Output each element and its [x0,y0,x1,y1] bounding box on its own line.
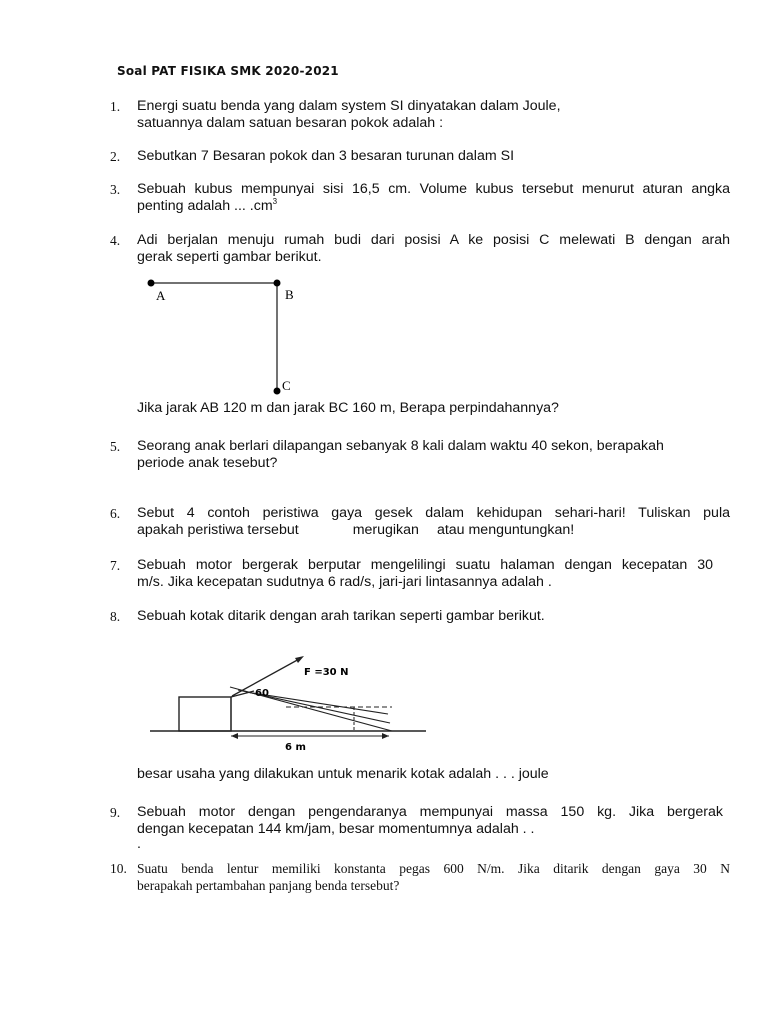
question-number: 8. [110,609,121,624]
distance-label: 6 m [285,742,306,753]
question-6 [110,505,730,539]
box [179,697,231,731]
question-text-line: gerak seperti gambar berikut. [137,249,322,265]
question-number: 10. [110,861,127,876]
question-text-line: Sebuah motor bergerak berputar mengelilingi suatu halaman dengan kecepatan 30 [137,557,713,573]
question-text-line: . [137,836,141,852]
force-label: F =30 N [304,667,349,678]
question-text-line: besar usaha yang dilakukan untuk menarik kotak adalah . . . joule [137,766,549,782]
question-number: 5. [110,439,121,454]
question-text-line: Energi suatu benda yang dalam system SI dinyatakan dalam Joule, [137,98,561,114]
question-5 [110,438,730,472]
question-text-line: Jika jarak AB 120 m dan jarak BC 160 m, Berapa perpindahannya? [137,400,559,416]
question-text-line [137,198,730,215]
question-text-line: Sebuah kotak ditarik dengan arah tarikan seperti gambar berikut. [137,608,545,624]
superscript-3: 3 [272,197,278,206]
point-a [148,280,155,287]
question-number: 7. [110,558,121,573]
path-diagram-abc [140,274,310,398]
question-text-line: Seorang anak berlari dilapangan sebanyak 8 kali dalam waktu 40 sekon, berapakah [137,438,664,454]
question-text-line: Adi berjalan menuju rumah budi dari posisi A ke posisi C melewati B dengan arah [137,232,730,248]
question-text-line: Suatu benda lentur memiliki konstanta pegas 600 N/m. Jika ditarik dengan gaya 30 N [137,861,730,876]
question-3 [110,181,730,215]
document-title: Soal PAT FISIKA SMK 2020-2021 [117,64,339,78]
question-1 [110,98,730,132]
question-9 [110,804,730,850]
question-text-line: dengan kecepatan 144 km/jam, besar momentumnya adalah . . [137,821,535,837]
label-b: B [285,287,294,302]
label-c: C [282,378,291,393]
question-text-line: Sebuah kubus mempunyai sisi 16,5 cm. Volume kubus tersebut menurut aturan angka [137,181,730,197]
question-7 [110,557,730,591]
question-2 [110,148,730,165]
arrowhead [295,656,304,663]
question-number: 9. [110,805,121,820]
question-number: 2. [110,149,121,164]
question-text-line: periode anak tesebut? [137,455,278,471]
question-text: apakah peristiwa tersebut [137,522,299,538]
question-8 [110,608,730,625]
question-number: 6. [110,506,121,521]
question-text-line: m/s. Jika kecepatan sudutnya 6 rad/s, jari-jari lintasannya adalah . [137,574,552,590]
question-4-followup [110,400,730,417]
question-text-line: Sebuah motor dengan pengendaranya mempunyai massa 150 kg. Jika bergerak [137,804,723,820]
box-pull-diagram [146,652,436,756]
question-8-followup [110,766,730,783]
point-b [274,280,281,287]
question-number: 3. [110,182,121,197]
question-text-line [137,522,730,539]
question-4 [110,232,730,266]
question-text-line: Sebutkan 7 Besaran pokok dan 3 besaran turunan dalam SI [137,148,515,164]
question-text: merugikan [352,522,419,538]
question-text-line: satuannya dalam satuan besaran pokok adalah : [137,115,444,131]
question-number: 1. [110,99,121,114]
point-c [274,388,281,395]
question-text-line: berapakah pertambahan panjang benda tersebut? [137,878,400,893]
question-number: 4. [110,233,121,248]
question-text: atau menguntungkan! [436,522,575,538]
angle-label: 60 [255,688,269,699]
question-text-line: Sebut 4 contoh peristiwa gaya gesek dalam kehidupan sehari-hari! Tuliskan pula [137,505,730,521]
label-a: A [156,288,166,303]
question-10 [110,860,730,894]
question-text: penting adalah ... .cm [137,198,273,214]
